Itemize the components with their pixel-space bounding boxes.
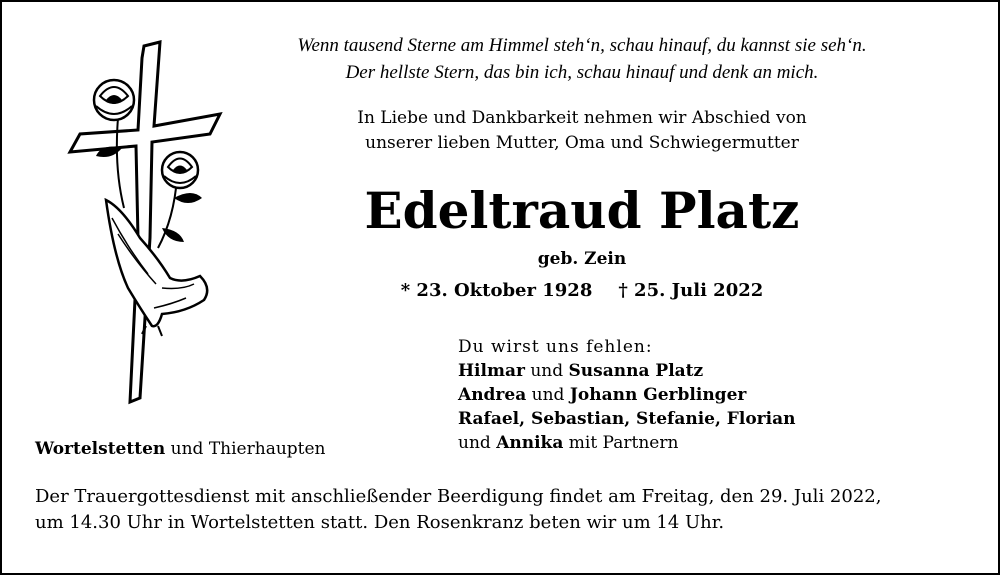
- connector-text: und: [526, 385, 570, 405]
- service-line-2: um 14.30 Uhr in Wortelstetten statt. Den Rosenkranz beten wir um 14 Uhr.: [35, 512, 725, 533]
- death-date: † 25. Juli 2022: [618, 280, 764, 301]
- mourners-lead: Du wirst uns fehlen:: [458, 337, 653, 357]
- place-name: Wortelstetten: [35, 439, 166, 459]
- connector-text: mit Partnern: [563, 433, 679, 453]
- mourners-line: [458, 407, 795, 431]
- mourner-name: Hilmar: [458, 361, 525, 381]
- mourners-line: [458, 431, 795, 455]
- service-info: [35, 484, 985, 536]
- mourner-name: Andrea: [458, 385, 527, 405]
- mourner-name: Rafael, Sebastian, Stefanie, Florian: [458, 409, 796, 429]
- birth-name: geb. Zein: [537, 249, 627, 269]
- life-dates: [252, 278, 912, 304]
- birth-date: * 23. Oktober 1928: [400, 280, 593, 301]
- mourner-name: Johann Gerblinger: [569, 385, 747, 405]
- mourner-name: Susanna Platz: [568, 361, 704, 381]
- cross-roses-praying-hands-icon: [62, 38, 232, 408]
- intro-line-1: In Liebe und Dankbarkeit nehmen wir Abschied von: [357, 108, 807, 128]
- intro-text: [252, 106, 912, 156]
- deceased-name: Edeltraud Platz: [364, 181, 800, 240]
- verse-line-1: Wenn tausend Sterne am Himmel steh‘n, schau hinauf, du kannst sie seh‘n.: [297, 35, 867, 56]
- intro-line-2: unserer lieben Mutter, Oma und Schwiegermutter: [365, 133, 799, 153]
- place-rest: und Thierhaupten: [165, 439, 326, 459]
- place-line: [35, 437, 326, 461]
- verse-line-2: Der hellste Stern, das bin ich, schau hinauf und denk an mich.: [345, 62, 819, 83]
- connector-text: und: [458, 433, 497, 453]
- verse-quote: [202, 32, 962, 86]
- mourners-line: [458, 359, 795, 383]
- mourners-list: [458, 335, 795, 455]
- mourner-name: Annika: [496, 433, 564, 453]
- connector-text: und: [524, 361, 569, 381]
- service-line-1: Der Trauergottesdienst mit anschließender Beerdigung findet am Freitag, den 29. Juli 2022,: [35, 486, 882, 507]
- mourners-line: [458, 383, 795, 407]
